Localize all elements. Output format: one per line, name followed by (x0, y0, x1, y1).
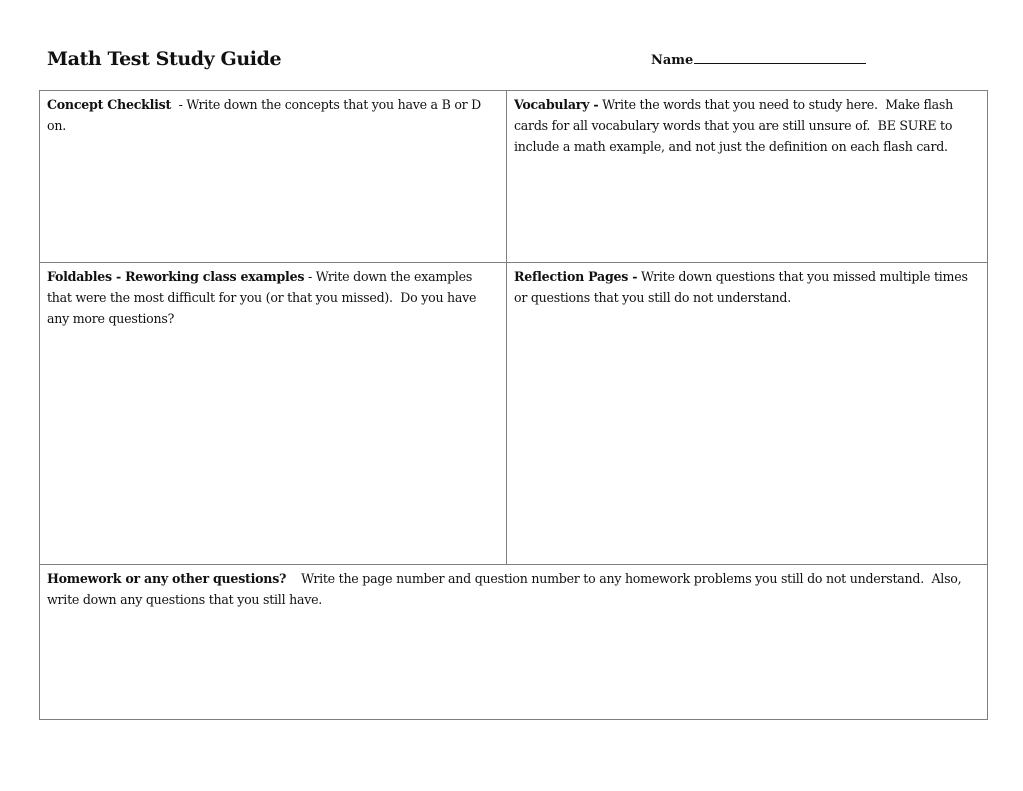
homework-heading: Homework or any other questions? (47, 571, 287, 586)
homework-questions-cell[interactable] (40, 565, 987, 719)
concept-checklist-cell[interactable] (40, 91, 507, 263)
concept-checklist-instructions: - Write down the concepts that you have a B or D on. (47, 97, 485, 133)
reflection-pages-instructions: Write down questions that you missed multiple times or questions that you still do not understand. (514, 269, 972, 305)
page-title: Math Test Study Guide (47, 48, 282, 70)
concept-checklist-heading: Concept Checklist (47, 97, 172, 112)
study-guide-table (39, 90, 988, 720)
foldables-instructions: - Write down the examples that were the most difficult for you (or that you missed). Do you have any more questions? (47, 269, 481, 326)
vocabulary-instructions: Write the words that you need to study here. Make flash cards for all vocabulary words that you are still unsure of. BE SURE to include a math example, and not just the definition on each flash card. (514, 97, 957, 154)
vocabulary-cell[interactable] (507, 91, 987, 263)
reflection-pages-cell[interactable] (507, 263, 987, 565)
name-label: Name (651, 53, 694, 68)
name-field[interactable] (651, 52, 866, 70)
foldables-cell[interactable] (40, 263, 507, 565)
reflection-pages-heading: Reflection Pages - (514, 269, 638, 284)
homework-instructions: Write the page number and question number to any homework problems you still do not understand. Also, write down any questions that you still have. (47, 571, 966, 607)
vocabulary-heading: Vocabulary - (514, 97, 599, 112)
name-blank-line (694, 62, 866, 64)
foldables-heading: Foldables - Reworking class examples (47, 269, 305, 284)
